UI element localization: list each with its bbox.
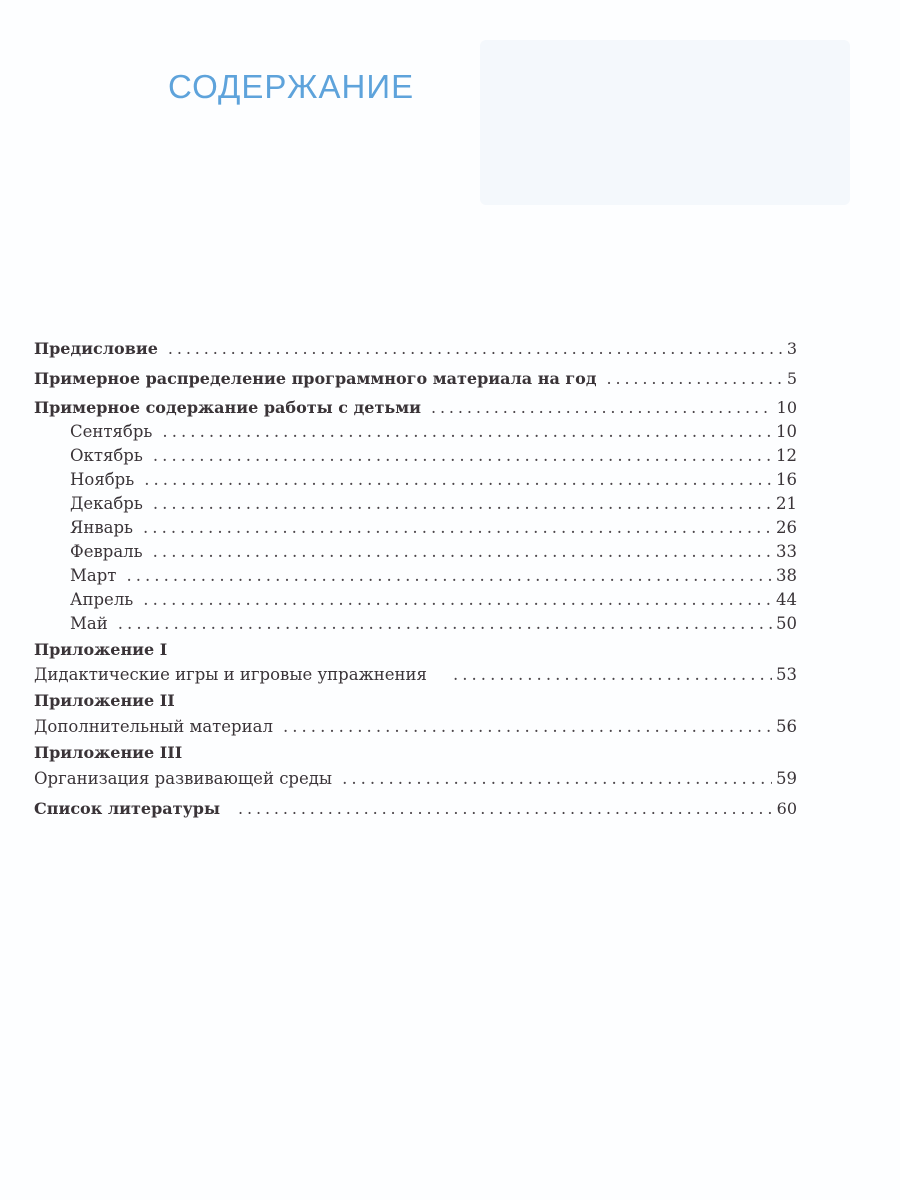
toc-page: 12: [776, 446, 797, 465]
toc-section-heading: [34, 742, 797, 764]
dot-leader: [143, 589, 772, 611]
toc-entry[interactable]: [34, 368, 797, 390]
page-title: СОДЕРЖАНИЕ: [168, 68, 415, 105]
toc-page: 10: [776, 398, 797, 417]
toc-page: 5: [786, 369, 797, 388]
toc-label: Приложение I: [34, 640, 168, 659]
toc-label: Приложение III: [34, 743, 183, 762]
toc-label: Приложение II: [34, 691, 175, 710]
toc-entry[interactable]: [70, 517, 797, 539]
toc-entry[interactable]: [70, 493, 797, 515]
toc-page: 44: [776, 590, 797, 609]
dot-leader: [153, 445, 772, 467]
toc-entry[interactable]: [70, 421, 797, 443]
toc-page: 21: [776, 494, 797, 513]
dot-leader: [283, 716, 772, 738]
toc-page: 10: [776, 422, 797, 441]
toc-page: 50: [776, 614, 797, 633]
toc-label: Сентябрь: [70, 422, 153, 441]
dot-leader: [453, 664, 772, 686]
toc-label: Примерное содержание работы с детьми: [34, 398, 421, 417]
toc-entry[interactable]: [70, 565, 797, 587]
toc-page: 26: [776, 518, 797, 537]
toc-entry[interactable]: [70, 469, 797, 491]
dot-leader: [431, 397, 773, 419]
toc-entry[interactable]: [34, 338, 797, 360]
dot-leader: [143, 517, 772, 539]
dot-leader: [162, 421, 772, 443]
dot-leader: [144, 469, 772, 491]
toc-entry[interactable]: [70, 541, 797, 563]
toc-label: Апрель: [70, 590, 134, 609]
dot-leader: [168, 338, 783, 360]
dot-leader: [153, 541, 772, 563]
toc-entry[interactable]: [70, 613, 797, 635]
toc-label: Декабрь: [70, 494, 143, 513]
toc-entry[interactable]: [34, 397, 797, 419]
toc-label: Дополнительный материал: [34, 717, 273, 736]
toc-label: Организация развивающей среды: [34, 769, 333, 788]
toc-page: 3: [786, 339, 797, 358]
toc-page: 33: [776, 542, 797, 561]
dot-leader: [153, 493, 772, 515]
toc-entry[interactable]: [34, 768, 797, 790]
toc-entry[interactable]: [70, 589, 797, 611]
toc-label: Ноябрь: [70, 470, 135, 489]
toc-page: 60: [776, 799, 797, 818]
toc-page: 38: [776, 566, 797, 585]
toc-label: Октябрь: [70, 446, 143, 465]
bleed-through-background: [480, 40, 850, 205]
toc-label: Январь: [70, 518, 133, 537]
toc-entry[interactable]: [34, 716, 797, 738]
dot-leader: [118, 613, 772, 635]
toc-label: Май: [70, 614, 108, 633]
dot-leader: [607, 368, 783, 390]
toc-label: Февраль: [70, 542, 143, 561]
toc-label: Примерное распределение программного материала на год: [34, 369, 597, 388]
dot-leader: [126, 565, 772, 587]
toc-label: Предисловие: [34, 339, 158, 358]
toc-entry[interactable]: [70, 445, 797, 467]
dot-leader: [342, 768, 772, 790]
dot-leader: [238, 798, 773, 820]
toc-section-heading: [34, 639, 797, 661]
toc-section-heading: [34, 690, 797, 712]
toc-page: 16: [776, 470, 797, 489]
toc-page: 56: [776, 717, 797, 736]
toc-page: 53: [776, 665, 797, 684]
toc-entry[interactable]: [34, 798, 797, 820]
toc-label: Дидактические игры и игровые упражнения: [34, 665, 427, 684]
toc-label: Список литературы: [34, 799, 221, 818]
toc-label: Март: [70, 566, 117, 585]
toc-page: 59: [776, 769, 797, 788]
toc-entry[interactable]: [34, 664, 797, 686]
